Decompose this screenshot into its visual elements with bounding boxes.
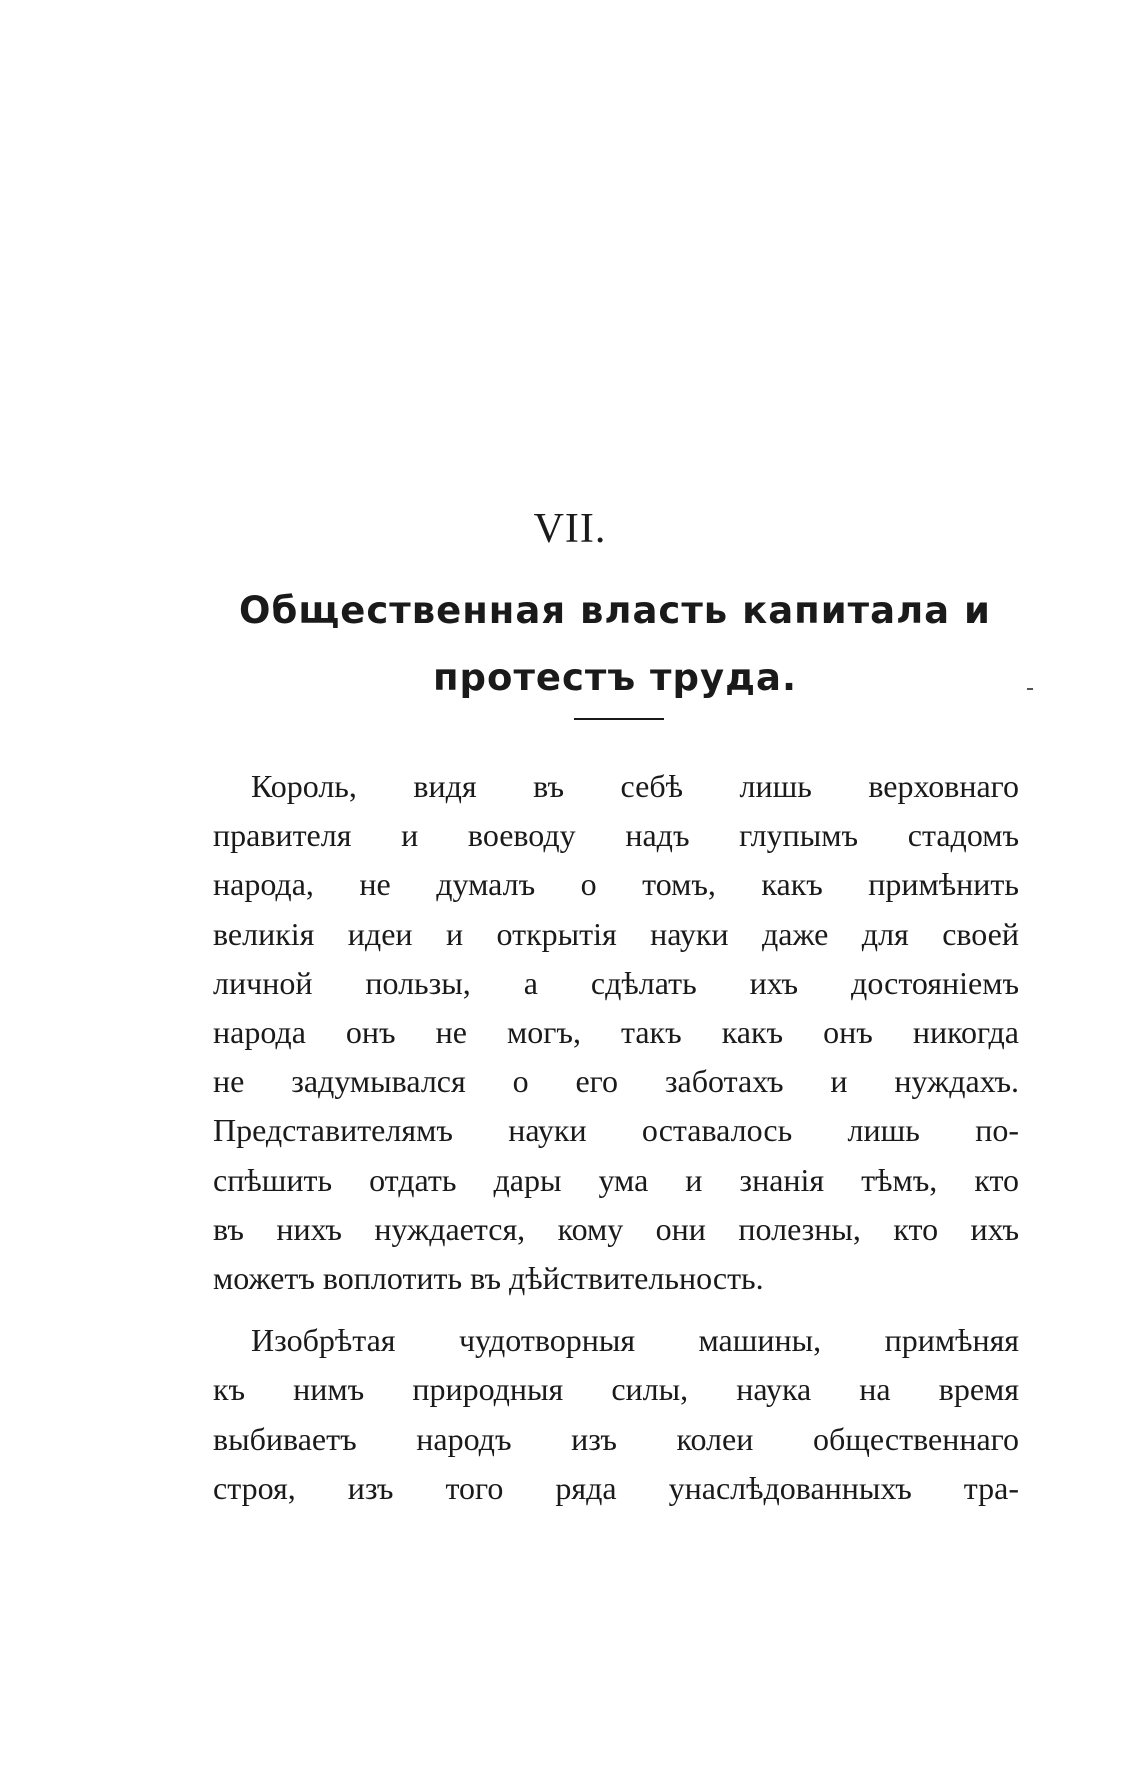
text-line: Король, видя въ себѣ лишь верховнаго: [251, 768, 1019, 804]
text-line: можетъ воплотить въ дѣйствительность.: [213, 1260, 764, 1297]
text-line: Изобрѣтая чудотворныя машины, примѣняя: [251, 1322, 1019, 1359]
chapter-title-line-1: Общественная власть капитала и: [239, 589, 991, 632]
chapter-title-line-2: протестъ труда.: [432, 656, 798, 699]
chapter-number: VII.: [533, 506, 607, 552]
paragraph-1: [213, 762, 1019, 1303]
print-speck: [1027, 688, 1033, 690]
text-line: въ нихъ нуждается, кому они полезны, кто ихъ: [213, 1210, 1019, 1247]
text-line: не задумывался о его заботахъ и нуждахъ.: [213, 1063, 1019, 1100]
text-line: спѣшить отдать дары ума и знанія тѣмъ, кто: [213, 1161, 1019, 1198]
text-line: Представителямъ науки оставалось лишь по-: [213, 1112, 1019, 1149]
paragraph-2: [213, 1316, 1019, 1513]
text-line: выбиваетъ народъ изъ колеи общественнаго: [213, 1420, 1019, 1457]
chapter-title: [200, 577, 1030, 711]
text-line: къ нимъ природныя силы, наука на время: [213, 1371, 1019, 1408]
text-line: великія идеи и открытія науки даже для своей: [213, 915, 1019, 952]
text-line: народа онъ не могъ, такъ какъ онъ никогда: [213, 1014, 1019, 1051]
text-line: народа, не думалъ о томъ, какъ примѣнить: [213, 866, 1019, 903]
text-line: строя, изъ того ряда унаслѣдованныхъ тра-: [213, 1469, 1019, 1506]
text-line: личной пользы, а сдѣлать ихъ достояніемъ: [213, 964, 1019, 1001]
body-text: [213, 762, 1019, 1526]
title-divider: [574, 718, 664, 720]
text-line: правителя и воеводу надъ глупымъ стадомъ: [213, 817, 1019, 854]
